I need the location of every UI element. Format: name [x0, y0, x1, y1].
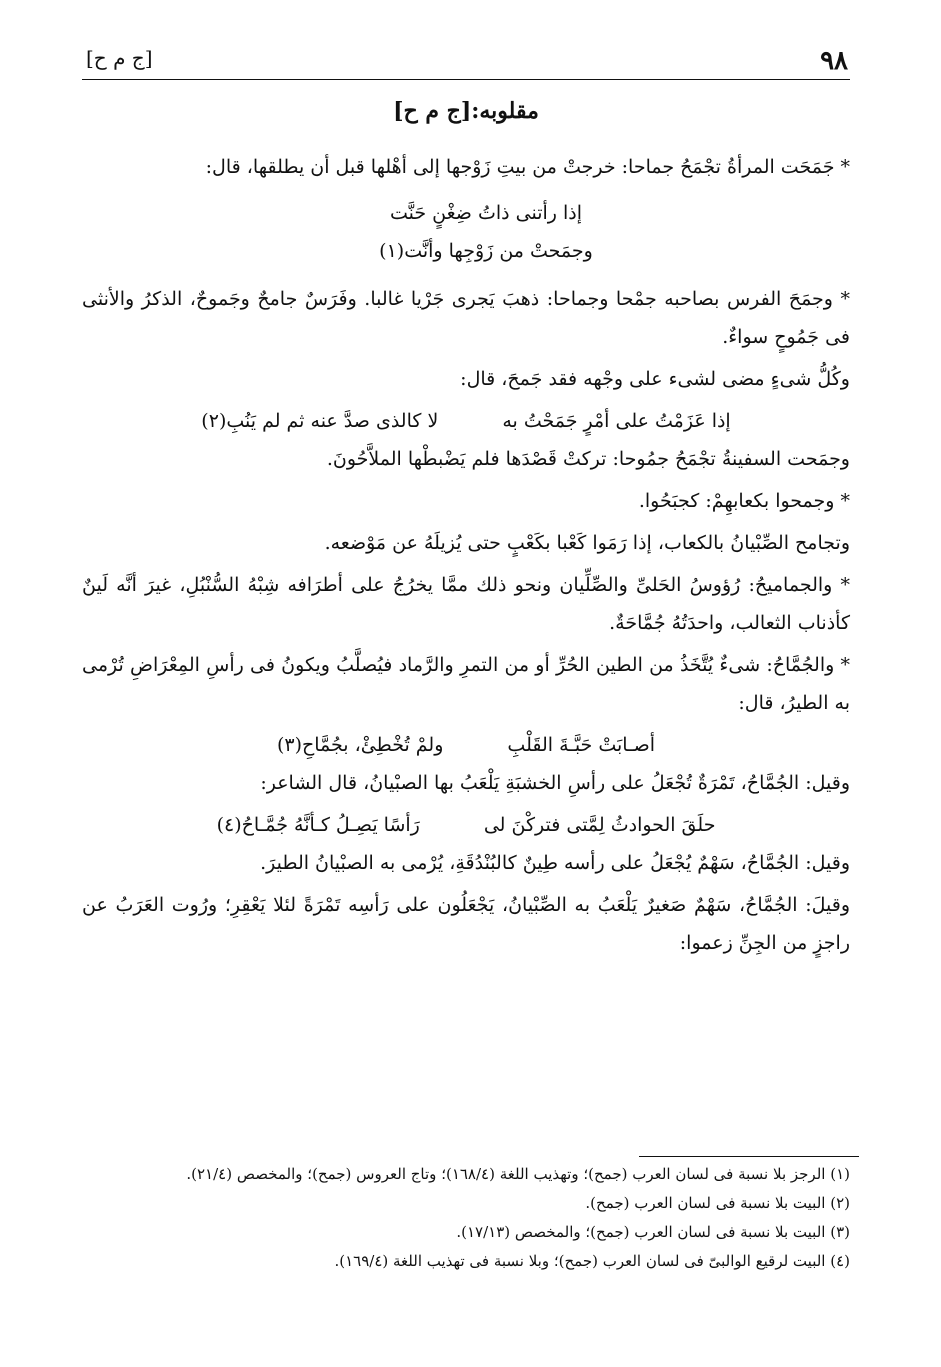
paragraph-faras: * وجمَحَ الفرس بصاحبه جمْحا وجماحا: ذهبَ يَجرى جَرْيا غالبا. وفَرَسٌ جامحٌ وجَموحٌ، الذكرُ والأنثى فى جَمُوحٍ سواءٌ. — [82, 288, 850, 348]
verse-pair-3 — [82, 806, 850, 844]
verse-hemistich-second: لا كالذى صدَّ عنه ثم لم يَنُبِ(٢) — [201, 410, 439, 432]
header-rule — [82, 79, 850, 80]
verse-pair-2 — [82, 726, 850, 764]
page-header — [82, 40, 850, 80]
verse-hemistich-first: أصـابَتْ حَبَّـةَ القَلْبِ — [507, 734, 656, 756]
paragraph-safina: وجمَحت السفينةُ تجْمَحُ جمُوحا: تركتْ قَصْدَها فلم يَضْبطْها الملاَّحُونَ. — [326, 448, 850, 470]
footnotes — [82, 1162, 850, 1278]
verse-hemistich-second: ولمْ تُخْطِئْ، بجُمَّاحِ(٣) — [276, 734, 444, 756]
verse-hemistich-first: حلَقَ الحوادثُ لِمَّتى فتركْنَ لى — [483, 814, 716, 836]
paragraph-kiab: * وجمحوا بكعابهِمْ: كجبَحُوا. — [638, 490, 850, 512]
verse-hemistich-second: رَأسًا يَصِـلُ كـأنَّهُ جُمَّـاحُ(٤) — [216, 814, 420, 836]
footnote-1: (١) الرجز بلا نسبة فى لسان العرب (جمح)؛ وتهذيب اللغة (١٦٨/٤)؛ وتاج العروس (جمح)؛ والمخصص (٢١/٤). — [186, 1165, 850, 1183]
body-text — [82, 148, 850, 966]
paragraph-kull-shay: وكُلُّ شىءٍ مضى لشىء على وجْهه فقد جَمحَ، قال: — [460, 368, 850, 390]
paragraph-jamahat: * جَمَحَت المرأةُ تجْمَحُ جماحا: خرجتْ من بيتِ زَوْجها إلى أهْلها قبل أن يطلقها، قال: — [205, 156, 850, 178]
footnote-rule — [639, 1156, 859, 1157]
verse-pair-1 — [82, 402, 850, 440]
running-head: [ج م ح] — [86, 46, 153, 70]
paragraph-jummah: * والجُمَّاحُ: شىءٌ يُتَّخَذُ من الطين الحُرِّ أو من التمرِ والرَّماد فيُصلَّبُ ويكونُ فى رأسِ المِعْرَاضِ تُرْمى به الطيرُ، قال: — [82, 654, 850, 714]
paragraph-jamamih: * والجماميحُ: رُؤوسُ الحَلىِّ والصِّلِّيان ونحو ذلك ممَّا يخرُجُ على أطرَافه شِبْهُ السُّنْبُلِ، غيرَ أنَّه لَينٌ كأذناب الثعالب، واحدَتُهُ جُمَّاحَةٌ. — [82, 574, 850, 634]
footnote-2: (٢) البيت بلا نسبة فى لسان العرب (جمح). — [585, 1194, 850, 1212]
paragraph-tajamah: وتجامح الصِّبْيانُ بالكعاب، إذا رَمَوا كَعْبا بكَعْبٍ حتى يُزيلَهُ عن مَوْضعه. — [324, 532, 850, 554]
page-number: ٩٨ — [820, 46, 848, 76]
footnote-3: (٣) البيت بلا نسبة فى لسان العرب (جمح)؛ والمخصص (١٧/١٣). — [456, 1223, 850, 1241]
paragraph-qila-sahm: وقيل: الجُمَّاحُ، سَهْمٌ يُجْعَلُ على رأسه طِينٌ كالبُنْدُقَةِ، يُرْمى به الصبْيانُ الطيرَ. — [260, 852, 850, 874]
footnote-4: (٤) البيت لرقيع الوالبىّ فى لسان العرب (جمح)؛ وبلا نسبة فى تهذيب اللغة (١٦٩/٤). — [334, 1252, 850, 1270]
paragraph-qila-tamra: وقيل: الجُمَّاحُ، تَمْرَةٌ تُجْعَلُ على رأسِ الخشبَةِ يَلْعَبُ بها الصبْيانُ، قال الشاعر: — [260, 772, 850, 794]
verse-line-1: إذا رأتنى ذاتُ ضِغْنٍ حَنَّت — [389, 202, 582, 224]
section-title: مقلوبه:[ج م ح] — [393, 98, 539, 124]
paragraph-qila-sahm-saghir: وقيلَ: الجُمَّاحُ، سَهْمٌ صَغيرٌ يَلْعَبُ به الصِّبْيانُ، يَجْعَلُون على رَأسِه تَمْرَةً لئلا يَعْقِرِ؛ ورُوت العَرَبُ عن راجزٍ من الجِنِّ زعموا: — [82, 894, 850, 954]
verse-hemistich-first: إذا عَزَمْتُ على أمْرٍ جَمَحْتُ به — [502, 410, 731, 432]
verse-line-2: وجمَحتْ من زَوْجِها وأنَّت(١) — [379, 240, 593, 262]
